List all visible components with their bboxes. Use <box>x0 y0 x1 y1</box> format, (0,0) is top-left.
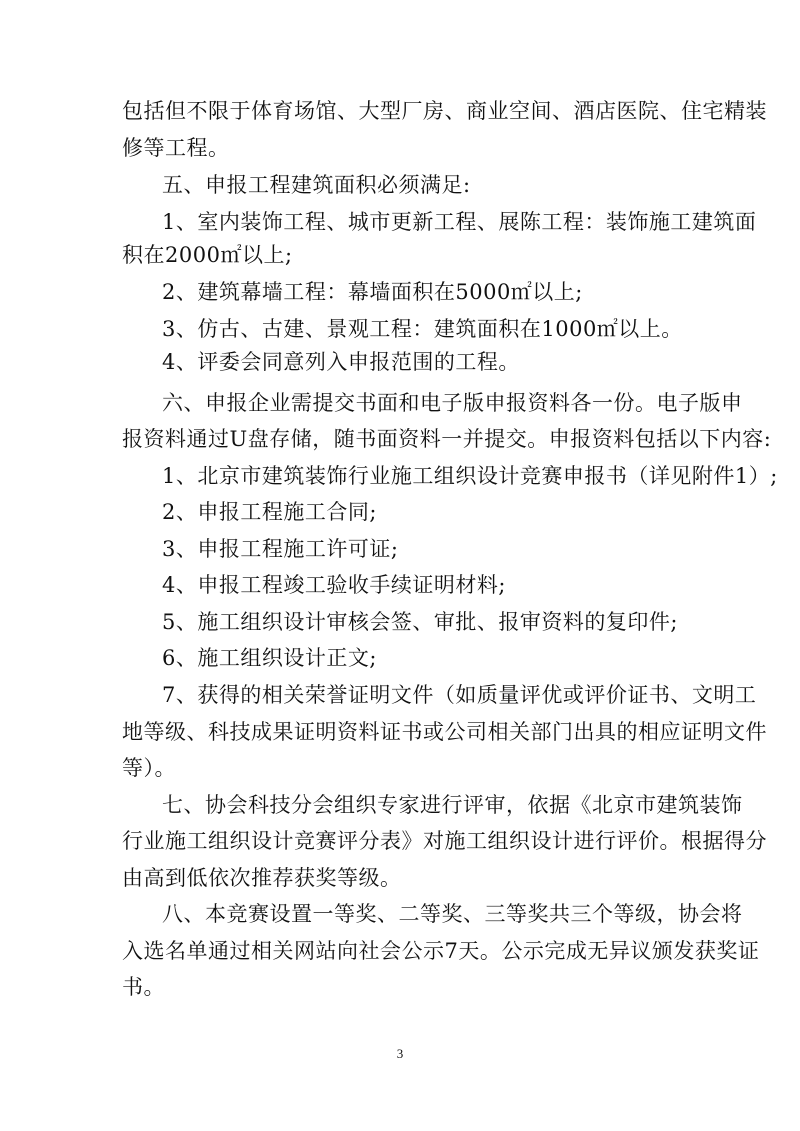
text-line: 4、申报工程竣工验收手续证明材料; <box>162 573 506 597</box>
text-line: 7、获得的相关荣誉证明文件（如质量评优或评价证书、文明工 <box>162 683 757 707</box>
text-line: 由高到低依次推荐获奖等级。 <box>122 866 402 890</box>
text-line: 2、申报工程施工合同; <box>162 500 377 524</box>
text-line: 报资料通过U盘存储，随书面资料一并提交。申报资料包括以下内容: <box>122 427 772 451</box>
page-number: 3 <box>396 1046 404 1061</box>
text-line: 行业施工组织设计竞赛评分表》对施工组织设计进行评价。根据得分 <box>122 829 767 853</box>
text-line: 六、申报企业需提交书面和电子版申报资料各一份。电子版申 <box>162 391 743 415</box>
text-line: 等）。 <box>122 756 176 780</box>
text-line: 包括但不限于体育场馆、大型厂房、商业空间、酒店医院、住宅精装 <box>122 99 767 123</box>
text-line: 入选名单通过相关网站向社会公示7天。公示完成无异议颁发获奖证 <box>122 939 760 963</box>
text-line: 书。 <box>122 975 165 999</box>
text-line: 3、仿古、古建、景观工程：建筑面积在1000㎡以上。 <box>162 317 683 341</box>
text-line: 4、评委会同意列入申报范围的工程。 <box>162 350 520 374</box>
text-line: 1、北京市建筑装饰行业施工组织设计竞赛申报书（详见附件1）; <box>162 464 778 488</box>
text-line: 3、申报工程施工许可证; <box>162 537 399 561</box>
text-line: 2、建筑幕墙工程：幕墙面积在5000㎡以上; <box>162 280 583 304</box>
text-line: 地等级、科技成果证明资料证书或公司相关部门出具的相应证明文件 <box>122 720 767 744</box>
text-line: 五、申报工程建筑面积必须满足: <box>162 173 471 197</box>
text-line: 6、施工组织设计正文; <box>162 646 377 670</box>
text-line: 积在2000㎡以上; <box>122 243 293 267</box>
text-line: 修等工程。 <box>122 136 230 160</box>
text-line: 七、协会科技分会组织专家进行评审，依据《北京市建筑装饰 <box>162 793 743 817</box>
text-line: 1、室内装饰工程、城市更新工程、展陈工程：装饰施工建筑面 <box>162 210 757 234</box>
text-line: 八、本竞赛设置一等奖、二等奖、三等奖共三个等级，协会将 <box>162 902 743 926</box>
text-line: 5、施工组织设计审核会签、审批、报审资料的复印件; <box>162 610 678 634</box>
